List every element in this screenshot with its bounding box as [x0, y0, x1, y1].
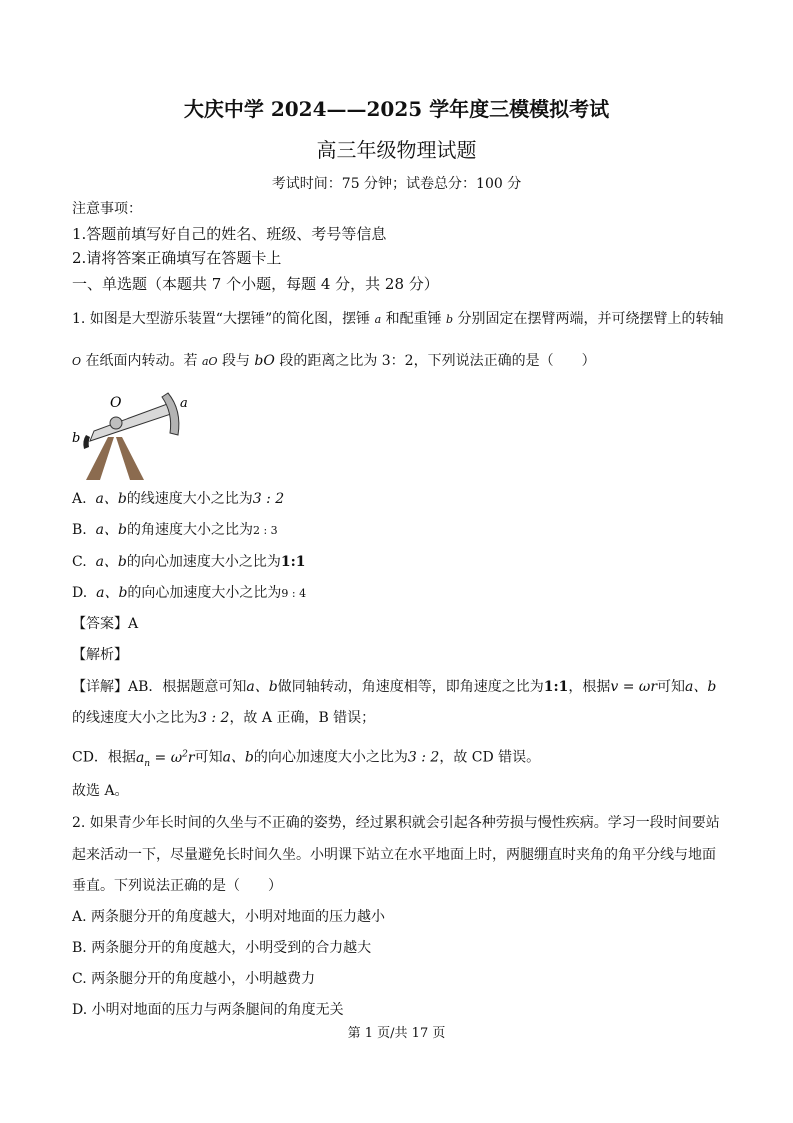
exam-subtitle: 高三年级物理试题: [316, 138, 477, 162]
symbol-O: O: [72, 355, 82, 368]
support-leg-left: [86, 437, 114, 480]
q1-option-d: D. a、b的向心加速度大小之比为9 : 4: [72, 585, 307, 601]
q2-option-c: C. 两条腿分开的角度越小，小明越费力: [72, 971, 316, 987]
q2-stem-line3: 垂直。下列说法正确的是（ ）: [72, 878, 282, 894]
q1-detail-line3: CD．根据$a_n = \omega^2r$可知a、b的向心加速度大小之比为3 : 2，故 CD 错误。: [72, 749, 541, 769]
symbol-bO: bO: [254, 353, 275, 369]
notice-item-2: 2.请将答案正确填写在答题卡上: [72, 249, 282, 267]
q2-stem-line1: 2. 如果青少年长时间的久坐与不正确的姿势，经过累积就会引起各种劳损与慢性疾病。学习一段时间要站: [72, 815, 720, 831]
q1-analysis-heading: 【解析】: [72, 647, 128, 663]
q1-stem-line2: O 在纸面内转动。若 aO 段与 bO 段的距离之比为 3：2，下列说法正确的是（ ）: [72, 353, 596, 369]
symbol-aO: aO: [201, 355, 218, 368]
q1-detail-line1: 【详解】AB．根据题意可知a、b做同轴转动，角速度相等，即角速度之比为1:1，根据v = ωr可知a、b: [72, 679, 717, 695]
symbol-a: a: [374, 313, 382, 326]
q2-option-d: D. 小明对地面的压力与两条腿间的角度无关: [72, 1002, 344, 1018]
q2-option-a: A. 两条腿分开的角度越大，小明对地面的压力越小: [72, 909, 386, 925]
symbol-b: b: [446, 313, 454, 326]
q1-option-b: B. a、b的角速度大小之比为2 : 3: [72, 522, 278, 538]
support-leg-right: [116, 437, 144, 480]
formula-an: $a_n = \omega^2r$: [135, 749, 195, 769]
exam-title: 大庆中学 2024——2025 学年度三模模拟考试: [183, 97, 610, 121]
axis-O: [110, 417, 122, 429]
q1-detail-line2: 的线速度大小之比为3 : 2，故 A 正确，B 错误；: [72, 710, 376, 726]
q1-option-a: A. a、b的线速度大小之比为3 : 2: [72, 491, 285, 507]
section-heading: 一、单选题（本题共 7 个小题，每题 4 分，共 28 分）: [72, 275, 439, 293]
q2-stem-line2: 起来活动一下，尽量避免长时间久坐。小明课下站立在水平地面上时，两腿绷直时夹角的角平分线与地面: [72, 847, 716, 863]
swing-arm: [90, 403, 174, 441]
q1-option-c: C. a、b的向心加速度大小之比为1:1: [72, 554, 306, 570]
q1-answer: 【答案】A: [72, 616, 139, 632]
notice-item-1: 1.答题前填写好自己的姓名、班级、考号等信息: [72, 225, 387, 243]
notice-heading: 注意事项：: [72, 201, 142, 217]
q1-stem-line1: 1. 如图是大型游乐装置“大摆锤”的简化图，摆锤 a 和配重锤 b 分别固定在摆臂两端，并可绕摆臂上的转轴: [72, 311, 724, 327]
pendulum-figure: [70, 385, 190, 480]
page-footer: 第 1 页/共 17 页: [347, 1026, 446, 1041]
exam-meta: 考试时间：75 分钟；试卷总分：100 分: [271, 176, 522, 192]
counterweight-b: [83, 435, 90, 449]
label-O: O: [110, 395, 122, 411]
label-a: a: [180, 396, 188, 411]
q2-option-b: B. 两条腿分开的角度越大，小明受到的合力越大: [72, 940, 372, 956]
q1-conclusion: 故选 A。: [72, 783, 129, 799]
label-b: b: [72, 431, 81, 446]
